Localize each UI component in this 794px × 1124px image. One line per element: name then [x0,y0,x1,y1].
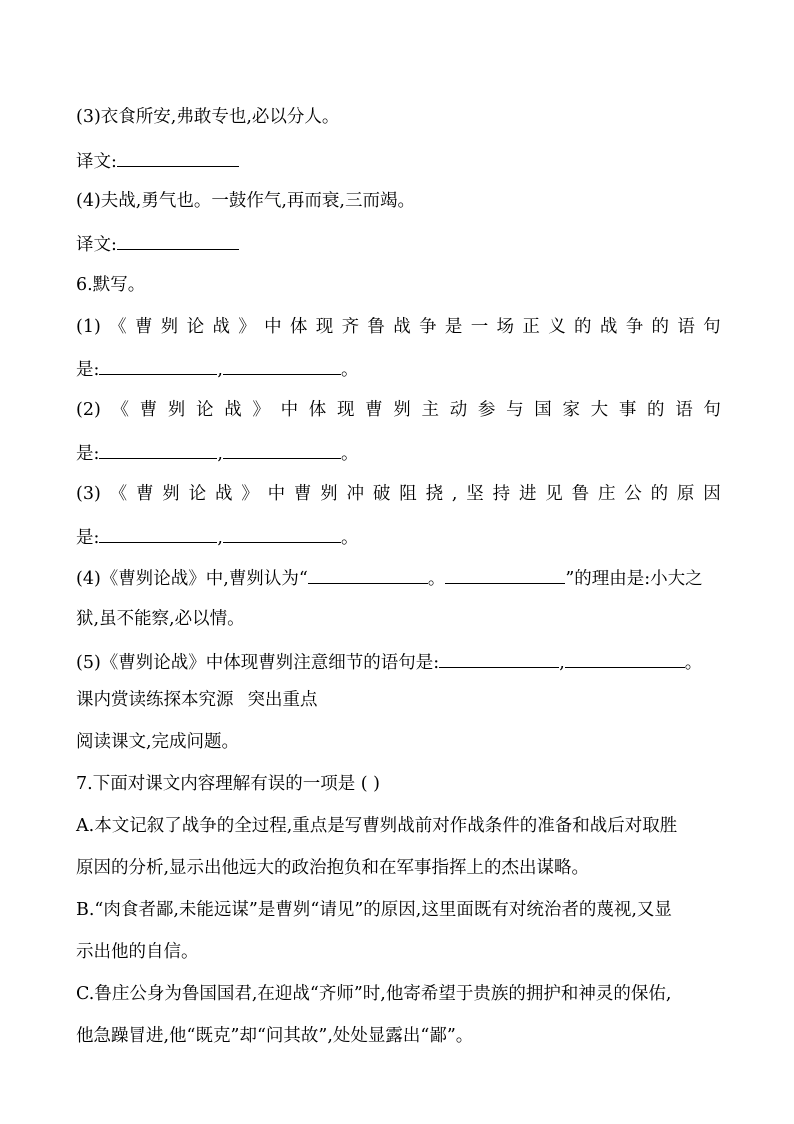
answer-blank [445,565,565,584]
q6-title: 6.默写。 [76,275,146,295]
justified-char: 坚 [466,484,484,504]
justified-char: 家 [562,400,580,420]
justified-char: 战 [214,484,233,504]
justified-char: 的 [650,484,669,504]
q6-item4-cont: 狱,虽不能察,必以情。 [76,609,245,629]
section-instruction: 阅读课文,完成问题。 [76,732,240,752]
answer-blank [565,649,685,668]
q6-item2-answer-line [76,440,721,466]
justified-char: 争 [625,317,644,337]
q6-item1-answer-line [76,356,721,382]
translation-blank [117,148,239,167]
q7-option-b-line1: B.“肉食者鄙,未能远谋”是曹刿“请见”的原因,这里面既有对统治者的蔑视,又显 [76,900,672,920]
answer-blank [223,524,341,543]
justified-char: 中 [267,484,286,504]
justified-char: 曹 [365,400,383,420]
justified-char: 庄 [597,484,616,504]
justified-char: (1) [76,317,101,337]
justified-char: 《 [109,317,127,337]
q7-option-a-line1: A.本文记叙了战争的全过程,重点是写曹刿战前对作战条件的准备和战后对取胜 [76,816,678,836]
q6-item5-prefix: (5)《曹刿论战》中体现曹刿注意细节的语句是: [76,653,440,673]
justified-char: 正 [522,317,540,337]
justified-char: 语 [675,400,693,420]
answer-blank [99,440,217,459]
section-heading-b: 突出重点 [247,690,318,710]
justified-char: 》 [252,400,270,420]
answer-blank [223,356,341,375]
justified-char: 进 [518,484,537,504]
justified-char: 齐 [341,317,360,337]
justified-char: 事 [618,400,637,420]
q7-stem: 7.下面对课文内容理解有误的一项是 ( ) [76,774,380,794]
q5-item3-answer-line [76,148,721,174]
justified-char: 义 [548,317,566,337]
justified-char: 曹 [134,317,153,337]
translation-label: 译文: [76,152,117,172]
justified-char: 原 [676,484,695,504]
justified-char: 《 [111,400,129,420]
justified-char: 鲁 [367,317,385,337]
justified-char: 国 [534,400,552,420]
period: 。 [340,528,359,548]
justified-char: 句 [703,317,721,337]
justified-char: 现 [315,317,334,337]
justified-char: 体 [289,317,308,337]
justified-char: 见 [545,484,563,504]
justified-char: , [451,484,458,504]
justified-char: 句 [703,400,721,420]
justified-char: 论 [186,317,205,337]
q5-item3: (3)衣食所安,弗敢专也,必以分人。 [76,107,340,127]
comma: , [217,444,223,464]
q6-item3-line [76,482,721,506]
period: 。 [684,653,703,673]
justified-char: 是 [444,317,463,337]
justified-char: 刿 [320,484,338,504]
q7-option-a-line2: 原因的分析,显示出他远大的政治抱负和在军事指挥上的杰出谋略。 [76,858,590,878]
justified-char: 与 [506,400,524,420]
answer-lead: 是: [76,360,100,380]
justified-char: 战 [599,317,618,337]
justified-char: 战 [393,317,411,337]
justified-char: 《 [109,484,128,504]
justified-char: 主 [421,400,440,420]
q7-option-c-line2: 他急躁冒进,他“既克”却“问其故”,处处显露出“鄙”。 [76,1026,474,1046]
comma: , [217,528,223,548]
q6-item4-mid: 。 [427,569,446,589]
justified-char: 战 [212,317,230,337]
justified-char: 中 [280,400,299,420]
q6-item1-line [76,315,721,339]
answer-blank [308,565,428,584]
q7-option-c-line1: C.鲁庄公身为鲁国国君,在迎战“齐师”时,他寄希望于贵族的拥护和神灵的保佑, [76,984,672,1004]
justified-char: 论 [188,484,207,504]
q6-item4-suffix: ”的理由是:小大之 [565,569,703,589]
justified-char: 语 [677,317,695,337]
justified-char: 参 [477,400,496,420]
justified-char: 持 [492,484,511,504]
justified-char: 破 [372,484,391,504]
justified-char: 曹 [139,400,158,420]
justified-char: 的 [651,317,670,337]
q6-item3-answer-line [76,524,721,550]
justified-char: 阻 [399,484,417,504]
q5-item4: (4)夫战,勇气也。一鼓作气,再而衰,三而竭。 [76,191,415,211]
q6-item4-prefix: (4)《曹刿论战》中,曹刿认为“ [76,569,308,589]
justified-char: 的 [574,317,592,337]
section-heading [76,688,721,712]
answer-blank [99,524,217,543]
justified-char: 挠 [425,484,444,504]
justified-char: (3) [76,484,101,504]
answer-blank [223,440,341,459]
q7-option-b-line2: 示出他的自信。 [76,942,199,962]
justified-char: 刿 [167,400,186,420]
justified-char: 现 [336,400,355,420]
q6-item2-line [76,398,721,422]
comma: , [217,360,223,380]
justified-char: 场 [496,317,515,337]
justified-char: 》 [238,317,256,337]
justified-char: 大 [590,400,609,420]
period: 。 [340,360,359,380]
justified-char: 争 [419,317,437,337]
justified-char: 体 [308,400,327,420]
justified-char: 中 [264,317,282,337]
justified-char: 曹 [135,484,154,504]
justified-char: 的 [647,400,665,420]
justified-char: 鲁 [571,484,590,504]
justified-char: 冲 [346,484,365,504]
answer-blank [439,649,559,668]
justified-char: 》 [241,484,259,504]
justified-char: 因 [703,484,721,504]
justified-char: 一 [470,317,489,337]
justified-char: 刿 [162,484,180,504]
justified-char: 动 [449,400,468,420]
answer-blank [99,356,217,375]
justified-char: 刿 [160,317,179,337]
section-heading-a: 课内赏读练探本究源 [76,690,234,710]
justified-char: 公 [624,484,642,504]
justified-char: 战 [224,400,242,420]
justified-char: (2) [76,400,101,420]
translation-label: 译文: [76,235,117,255]
justified-char: 刿 [393,400,411,420]
answer-lead: 是: [76,444,100,464]
answer-lead: 是: [76,528,100,548]
q5-item4-answer-line [76,231,721,257]
period: 。 [340,444,359,464]
justified-char: 曹 [293,484,312,504]
q6-item4-line [76,565,721,591]
justified-char: 论 [196,400,214,420]
q6-item5-line [76,649,721,675]
translation-blank [117,231,239,250]
comma: , [559,653,565,673]
